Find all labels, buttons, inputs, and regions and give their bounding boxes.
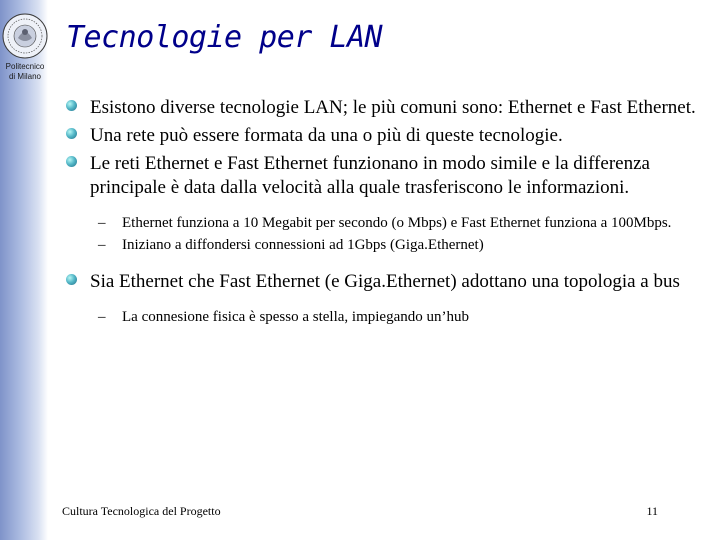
bullet-item bbox=[66, 124, 706, 148]
slide-title: Tecnologie per LAN bbox=[66, 20, 383, 55]
sub-bullet-text: Iniziano a diffondersi connessioni ad 1Gbps (Giga.Ethernet) bbox=[122, 237, 484, 253]
bullet-dot-icon bbox=[66, 156, 77, 167]
sub-bullet-text: La connesione fisica è spesso a stella, impiegando un’hub bbox=[122, 309, 469, 325]
bullet-dot-icon bbox=[66, 128, 77, 139]
university-seal-icon bbox=[0, 8, 50, 68]
footer-page-number: 11 bbox=[646, 504, 658, 518]
sub-bullet-list bbox=[90, 308, 706, 326]
logo-label-line1: Politecnico bbox=[5, 62, 45, 71]
logo-label-line2: di Milano bbox=[8, 72, 41, 81]
sub-bullet-text: Ethernet funziona a 10 Megabit per secondo (o Mbps) e Fast Ethernet funziona a 100Mbps. bbox=[122, 215, 672, 231]
sub-bullet-list bbox=[90, 214, 706, 254]
bullet-list bbox=[66, 96, 706, 342]
bullet-text: Esistono diverse tecnologie LAN; le più comuni sono: Ethernet e Fast Ethernet. bbox=[90, 97, 696, 118]
dash-icon: – bbox=[98, 237, 106, 253]
bullet-dot-icon bbox=[66, 274, 77, 285]
sub-bullet-item bbox=[90, 236, 706, 254]
bullet-text: Le reti Ethernet e Fast Ethernet funzionano in modo simile e la differenza principale è data dalla velocità alla quale trasferiscono le informazioni. bbox=[90, 153, 650, 198]
sub-bullet-item bbox=[90, 308, 706, 326]
bullet-item bbox=[66, 270, 706, 326]
logo-label bbox=[2, 62, 48, 82]
bullet-dot-icon bbox=[66, 100, 77, 111]
footer-course-title: Cultura Tecnologica del Progetto bbox=[62, 504, 221, 518]
bullet-text: Sia Ethernet che Fast Ethernet (e Giga.Ethernet) adottano una topologia a bus bbox=[90, 271, 680, 292]
bullet-text: Una rete può essere formata da una o più di queste tecnologie. bbox=[90, 125, 563, 146]
bullet-item bbox=[66, 96, 706, 120]
bullet-item bbox=[66, 152, 706, 254]
dash-icon: – bbox=[98, 215, 106, 231]
dash-icon: – bbox=[98, 309, 106, 325]
sub-bullet-item bbox=[90, 214, 706, 232]
